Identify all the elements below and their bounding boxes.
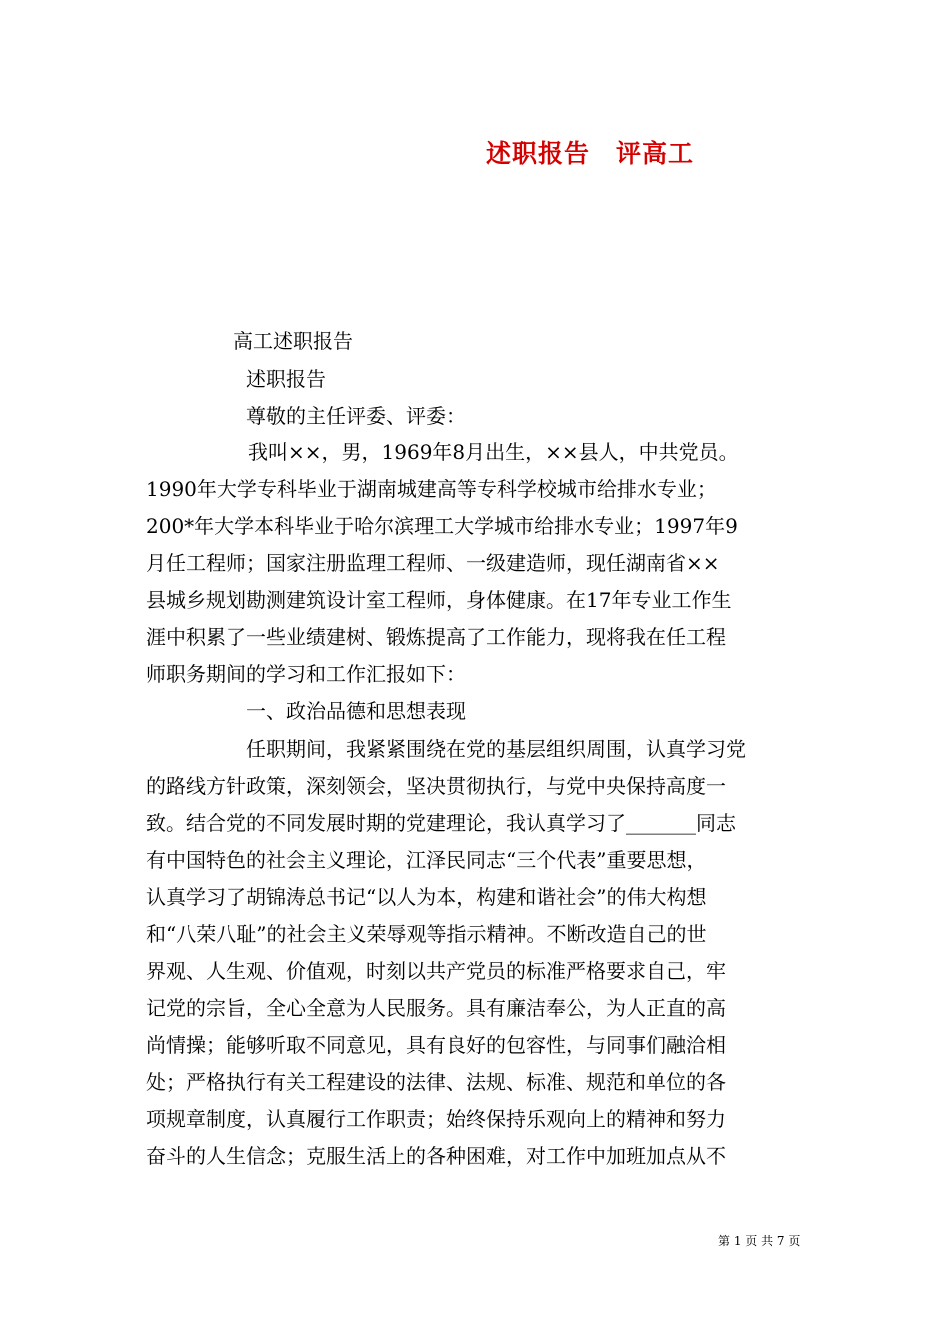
text-line: 致。结合党的不同发展时期的党建理论，我认真学习了_______同志 xyxy=(146,811,736,835)
text-line: 月任工程师；国家注册监理工程师、一级建造师，现任湖南省×× xyxy=(146,551,720,575)
text-line: 师职务期间的学习和工作汇报如下： xyxy=(146,662,466,686)
text-line: 认真学习了胡锦涛总书记“以人为本，构建和谐社会”的伟大构想 xyxy=(146,885,707,909)
text-line: 我叫××，男，1969年8月出生，××县人，中共党员。 xyxy=(248,440,739,464)
text-line: 1990年大学专科毕业于湖南城建高等专科学校城市给排水专业； xyxy=(146,477,717,501)
text-line: 任职期间，我紧紧围绕在党的基层组织周围，认真学习党 xyxy=(246,737,746,761)
text-line-salutation: 尊敬的主任评委、评委： xyxy=(246,404,466,428)
text-line: 200*年大学本科毕业于哈尔滨理工大学城市给排水专业；1997年9 xyxy=(146,514,738,538)
text-line: 奋斗的人生信念；克服生活上的各种困难，对工作中加班加点从不 xyxy=(146,1144,726,1168)
text-line: 界观、人生观、价值观，时刻以共产党员的标准严格要求自己，牢 xyxy=(146,959,726,983)
text-line-subheading: 述职报告 xyxy=(246,367,326,391)
text-line: 县城乡规划勘测建筑设计室工程师，身体健康。在17年专业工作生 xyxy=(146,588,732,612)
text-line-heading: 高工述职报告 xyxy=(233,329,353,353)
text-line: 记党的宗旨，全心全意为人民服务。具有廉洁奉公，为人正直的高 xyxy=(146,996,726,1020)
page-number-footer: 第 1 页 共 7 页 xyxy=(718,1234,801,1248)
text-line: 处；严格执行有关工程建设的法律、法规、标准、规范和单位的各 xyxy=(146,1070,726,1094)
text-line: 涯中积累了一些业绩建树、锻炼提高了工作能力，现将我在任工程 xyxy=(146,625,726,649)
text-line: 的路线方针政策，深刻领会，坚决贯彻执行，与党中央保持高度一 xyxy=(146,774,726,798)
section-heading: 一、政治品德和思想表现 xyxy=(246,699,466,723)
text-line: 尚情操；能够听取不同意见，具有良好的包容性，与同事们融洽相 xyxy=(146,1033,726,1057)
document-title: 述职报告 评高工 xyxy=(486,139,695,168)
text-line: 项规章制度，认真履行工作职责；始终保持乐观向上的精神和努力 xyxy=(146,1107,726,1131)
text-line: 和“八荣八耻”的社会主义荣辱观等指示精神。不断改造自己的世 xyxy=(146,922,707,946)
text-line: 有中国特色的社会主义理论，江泽民同志“三个代表”重要思想， xyxy=(146,848,707,872)
